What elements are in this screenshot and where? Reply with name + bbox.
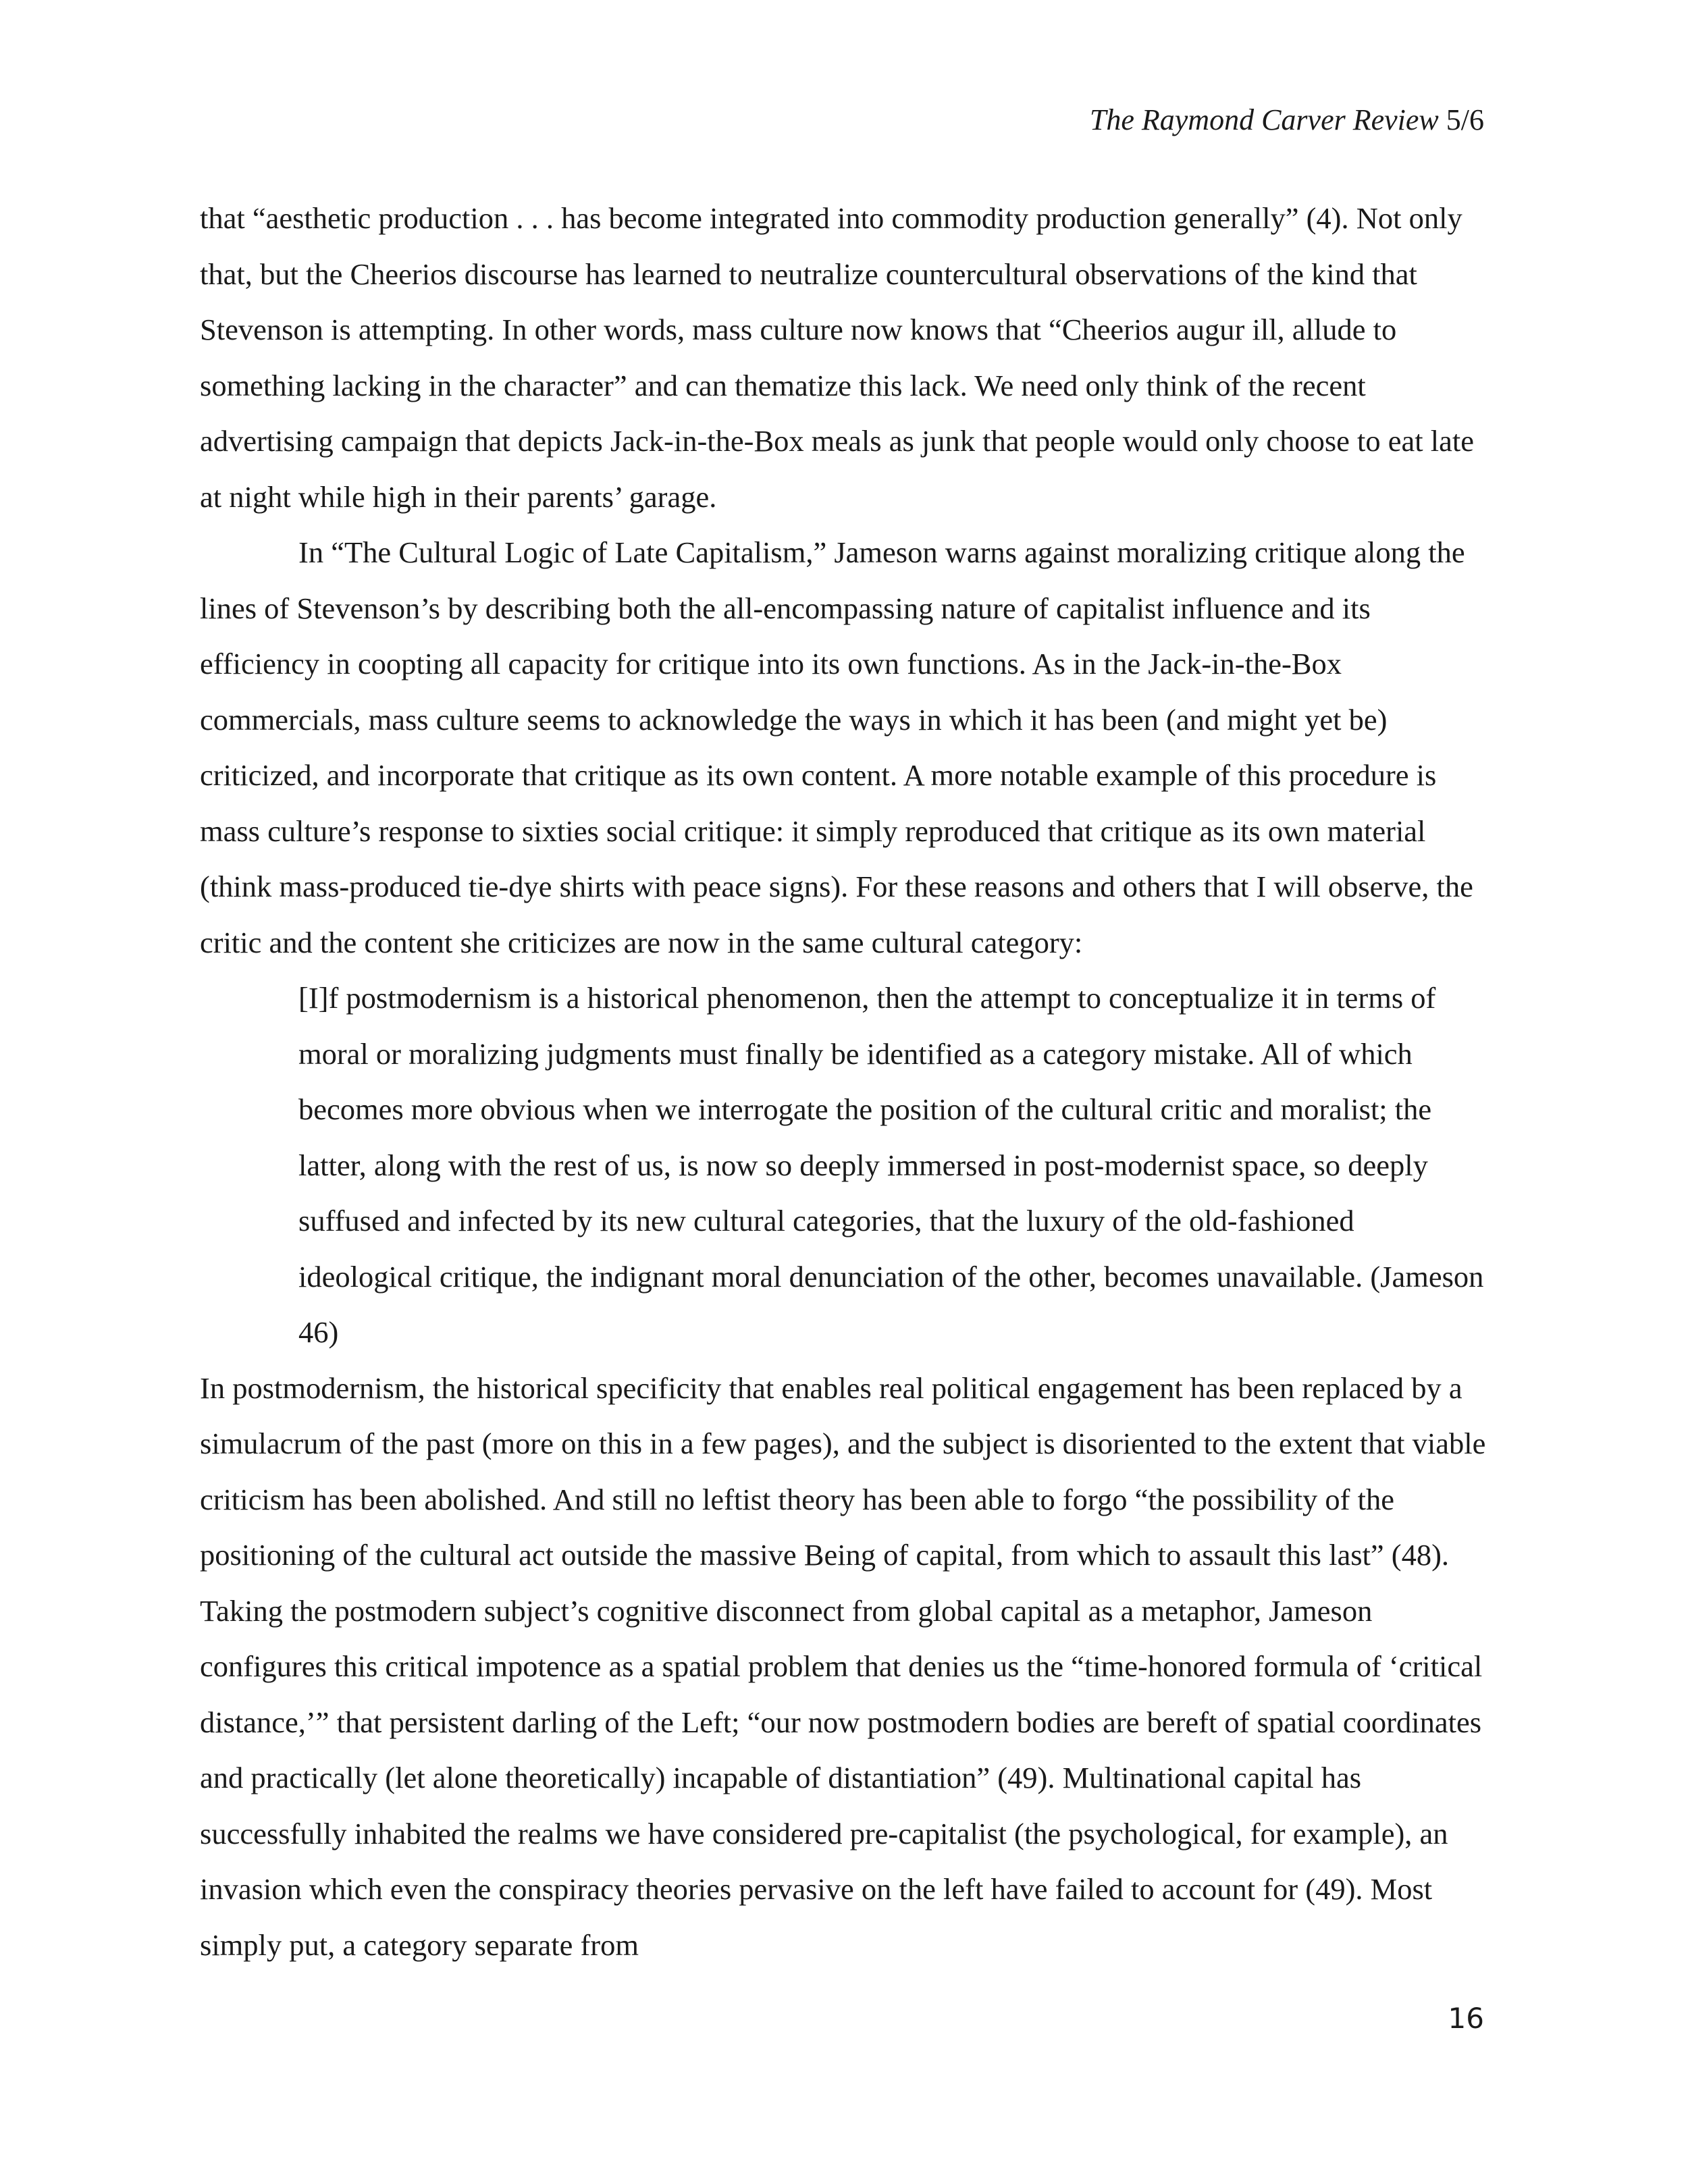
journal-title: The Raymond Carver Review xyxy=(1089,103,1439,136)
paragraph-continuation: that “aesthetic production . . . has become integrated into commodity production generally” (4). Not only that, but the Cheerios discourse has learned to neutralize countercultural observations of the kind that Stevenson is attempting. In other words, mass culture now knows that “Cheerios augur ill, allude to something lacking in the character” and can thematize this lack. We need only think of the recent advertising campaign that depicts Jack-in-the-Box meals as junk that people would only choose to eat late at night while high in their parents’ garage. xyxy=(200,201,1475,514)
block-quote: [I]f postmodernism is a historical phenomenon, then the attempt to conceptualize it in terms of moral or moralizing judgments must finally be identified as a category mistake. All of which becomes more obvious when we interrogate the position of the cultural critic and moralist; the latter, along with the rest of us, is now so deeply immersed in post-modernist space, so deeply suffused and infected by its new cultural categories, that the luxury of the old-fashioned ideological critique, the indignant moral denunciation of the other, becomes unavailable. (Jameson 46) xyxy=(298,981,1484,1349)
paragraph-jameson-intro: In “The Cultural Logic of Late Capitalism,” Jameson warns against moralizing critique along the lines of Stevenson’s by describing both the all-encompassing nature of capitalist influence and its efficiency in coopting all capacity for critique into its own functions. As in the Jack-in-the-Box commercials, mass culture seems to acknowledge the ways in which it has been (and might yet be) criticized, and incorporate that critique as its own content. A more notable example of this procedure is mass culture’s response to sixties social critique: it simply reproduced that critique as its own material (think mass-produced tie-dye shirts with peace signs). For these reasons and others that I will observe, the critic and the content she criticizes are now in the same cultural category: xyxy=(200,535,1473,959)
running-head xyxy=(1090,100,1484,140)
page-number: 16 xyxy=(1448,2002,1484,2035)
issue-number: 5/6 xyxy=(1446,103,1484,136)
paragraph-postmodernism: In postmodernism, the historical specificity that enables real political engagement has been replaced by a simulacrum of the past (more on this in a few pages), and the subject is disoriented to the extent that viable criticism has been abolished. And still no leftist theory has been able to forgo “the possibility of the positioning of the cultural act outside the massive Being of capital, from which to assault this last” (48). Taking the postmodern subject’s cognitive disconnect from global capital as a metaphor, Jameson configures this critical impotence as a spatial problem that denies us the “time-honored formula of ‘critical distance,’” that persistent darling of the Left; “our now postmodern bodies are bereft of spatial coordinates and practically (let alone theoretically) incapable of distantiation” (49). Multinational capital has successfully inhabited the realms we have considered pre-capitalist (the psychological, for example), an invasion which even the conspiracy theories pervasive on the left have failed to account for (49). Most simply put, a category separate from xyxy=(200,1370,1486,1962)
body-text xyxy=(200,190,1489,1973)
